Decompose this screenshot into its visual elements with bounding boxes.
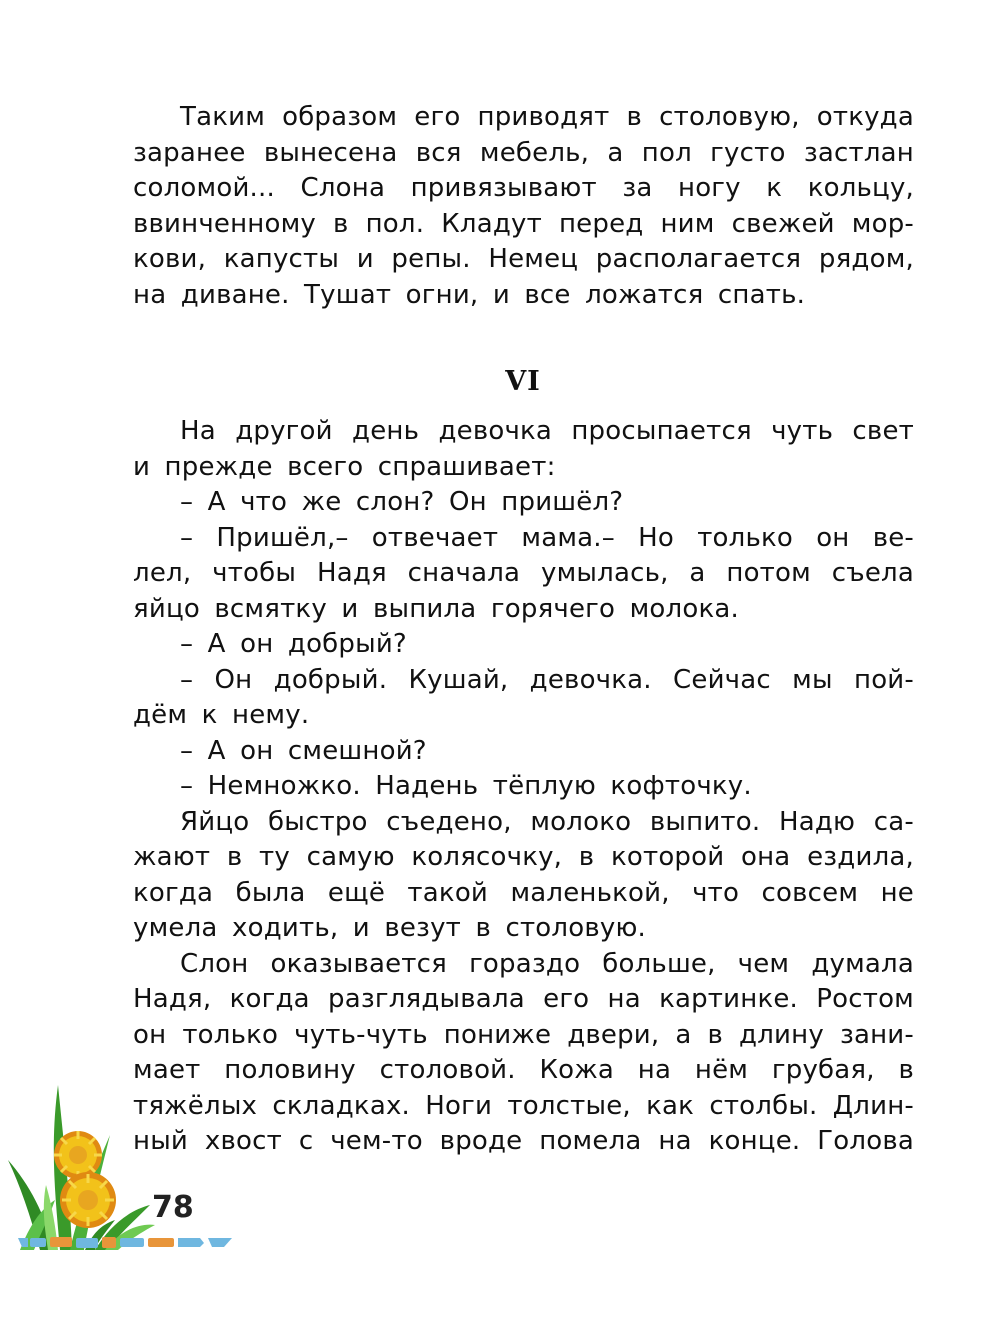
text-line: дём к нему. <box>133 700 310 730</box>
text-line: умела ходить, и везут в столовую. <box>133 913 647 943</box>
text-line: Яйцо быстро съедено, молоко выпито. Надю са- <box>180 806 914 837</box>
text-line: яйцо всмятку и выпила горячего молока. <box>133 593 739 624</box>
flower-icon <box>60 1172 116 1228</box>
text-line: он только чуть-чуть пониже двери, а в длину зани- <box>133 1019 914 1050</box>
page-number: 78 <box>152 1190 194 1225</box>
text-line: жают в ту самую колясочку, в которой она ездила, <box>133 842 914 872</box>
text-line: соломой... Слона привязывают за ногу к кольцу, <box>133 173 914 203</box>
dialogue-line: – Немножко. Надень тёплую кофточку. <box>180 771 752 801</box>
text-line: На другой день девочка просыпается чуть свет <box>180 416 914 446</box>
text-line: мает половину столовой. Кожа на нём грубая, в <box>133 1055 914 1085</box>
dialogue-line: – А он смешной? <box>180 735 427 766</box>
text-block-top <box>133 100 914 313</box>
text-line: когда была ещё такой маленькой, что совсем не <box>133 877 914 908</box>
text-line: Слон оказывается гораздо больше, чем думала <box>180 948 914 979</box>
dialogue-line: – Пришёл,– отвечает мама.– Но только он ве- <box>180 522 914 553</box>
dialogue-line: – А что же слон? Он пришёл? <box>180 487 624 517</box>
text-line: кови, капусты и репы. Немец располагается рядом, <box>133 244 914 274</box>
dialogue-line: – Он добрый. Кушай, девочка. Сейчас мы пой- <box>180 664 914 695</box>
text-line: и прежде всего спрашивает: <box>133 451 556 482</box>
text-line: заранее вынесена вся мебель, а пол густо застлан <box>133 137 914 168</box>
dialogue-line: – А он добрый? <box>180 629 407 659</box>
text-line: Таким образом его приводят в столовую, откуда <box>180 102 914 132</box>
text-block-main <box>133 414 914 1160</box>
text-line: тяжёлых складках. Ноги толстые, как столбы. Длин- <box>133 1090 914 1121</box>
text-line: ввинченному в пол. Кладут перед ним свежей мор- <box>133 208 914 239</box>
flower-icon <box>54 1131 102 1179</box>
text-line: ный хвост с чем-то вроде помела на конце. Голова <box>133 1126 914 1156</box>
text-line: Надя, когда разглядывала его на картинке. Ростом <box>133 984 914 1014</box>
text-line: лел, чтобы Надя сначала умылась, а потом съела <box>133 558 914 588</box>
text-line: на диване. Тушат огни, и все ложатся спать. <box>133 279 806 310</box>
flower-decoration <box>0 1075 240 1265</box>
chapter-heading: VI <box>505 366 541 397</box>
